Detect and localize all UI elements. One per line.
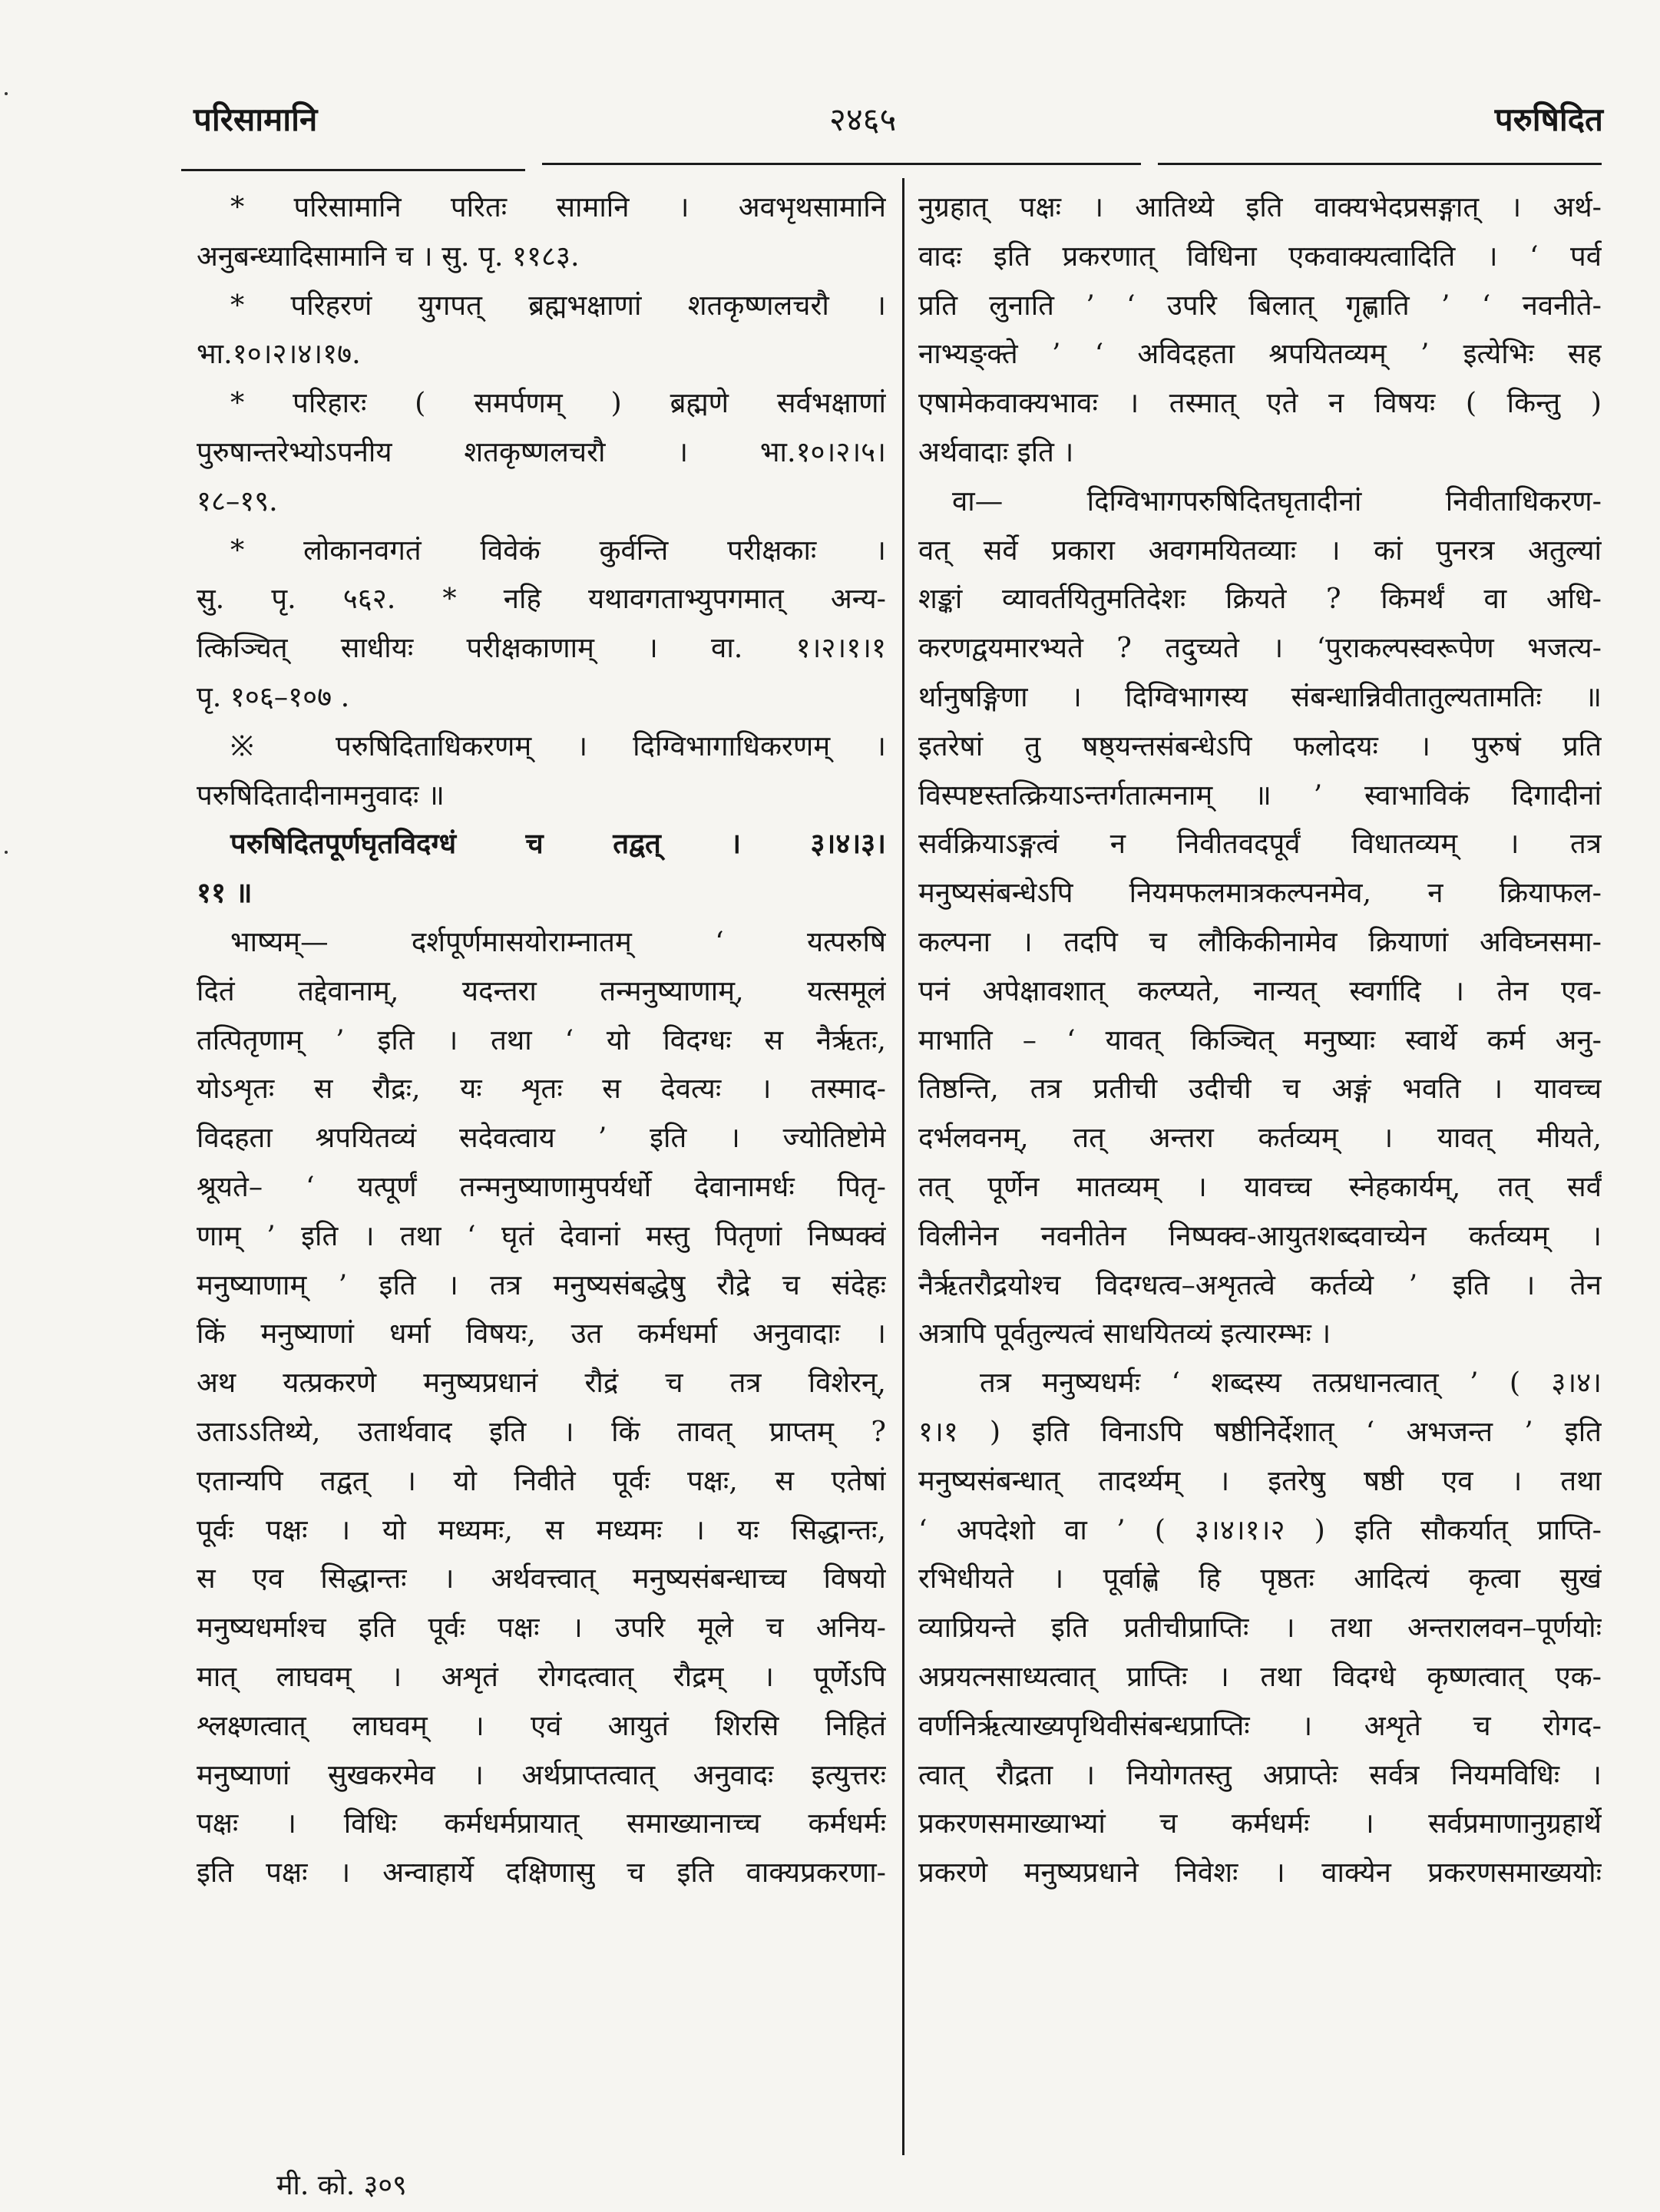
text-line: वादः इति प्रकरणात् विधिना एकवाक्यत्वादिति । ‘ पर्व	[918, 239, 1602, 273]
text-line: इतरेषां तु षष्ठ्यन्तसंबन्धेऽपि फलोदयः । पुरुषं प्रति	[918, 729, 1602, 762]
header-rule-left	[181, 169, 525, 171]
text-line: ※ परुषिदिताधिकरणम् । दिग्विभागाधिकरणम् ।	[230, 729, 886, 762]
page-number: २४६५	[829, 101, 897, 138]
header-rule-right	[1158, 163, 1602, 165]
text-line: विदहता श्रपयितव्यं सदेवत्वाय ’ इति । ज्योतिष्टोमे	[197, 1121, 886, 1155]
text-line: तत् पूर्णेन मातव्यम् । यावच्च स्नेहकार्यम्, तत् सर्वं	[918, 1169, 1602, 1203]
text-line: मात् लाघवम् । अशृतं रोगदत्वात् रौद्रम् । पूर्णेऽपि	[197, 1659, 886, 1693]
text-line: भाष्यम्— दर्शपूर्णमासयोराम्नातम् ‘ यत्परुषि	[230, 924, 886, 958]
text-line: वत् सर्वे प्रकारा अवगमयितव्याः । कां पुनरत्र अतुल्यां	[918, 533, 1602, 567]
margin-speck	[5, 851, 8, 854]
text-line: दितं तद्देवानाम्, यदन्तरा तन्मनुष्याणाम्, यत्समूलं	[197, 974, 886, 1007]
text-line: पनं अपेक्षावशात् कल्प्यते, नान्यत् स्वर्गादि । तेन एव-	[918, 974, 1602, 1007]
text-line: णाम् ’ इति । तथा ‘ घृतं देवानां मस्तु पितृणां निष्पक्वं	[197, 1218, 886, 1252]
text-line: त्किञ्चित् साधीयः परीक्षकाणाम् । वा. १।२।१।१	[197, 631, 886, 665]
text-line: मनुष्यसंबन्धात् तादर्थ्यम् । इतरेषु षष्ठी एव । तथा	[918, 1463, 1602, 1497]
text-line: विस्पष्टस्तत्क्रियाऽन्तर्गतात्मनाम् ॥ ’ स्वाभाविकं दिगादीनां	[918, 778, 1602, 812]
margin-speck	[5, 92, 8, 95]
text-line: ‘ अपदेशो वा ’ ( ३।४।१।२ ) इति सौकर्यात् प्राप्ति-	[918, 1513, 1602, 1546]
text-line: नुग्रहात् पक्षः । आतिथ्ये इति वाक्यभेदप्रसङ्गात् । अर्थ-	[918, 190, 1602, 223]
column-divider	[902, 178, 904, 2155]
text-line: किं मनुष्याणां धर्मा विषयः, उत कर्मधर्मा अनुवादाः ।	[197, 1317, 886, 1351]
text-line: वर्णनिर्ऋत्याख्यपृथिवीसंबन्धप्राप्तिः । अशृते च रोगद-	[918, 1708, 1602, 1742]
text-line: त्वात् रौद्रता । नियोगतस्तु अप्राप्तेः सर्वत्र नियमविधिः ।	[918, 1757, 1602, 1791]
text-line: * लोकानवगतं विवेकं कुर्वन्ति परीक्षकाः ।	[230, 533, 886, 567]
text-line: मनुष्याणाम् ’ इति । तत्र मनुष्यसंबद्धेषु रौद्रे च संदेहः	[197, 1268, 886, 1301]
text-line: १८–१९.	[197, 484, 278, 517]
text-line: अप्रयत्नसाध्यत्वात् प्राप्तिः । तथा विदग्धे कृष्णत्वात् एक-	[918, 1659, 1602, 1693]
text-line: प्रति लुनाति ’ ‘ उपरि बिलात् गृह्णाति ’ ‘ नवनीते-	[918, 288, 1602, 322]
text-line: र्थानुषङ्गिणा । दिग्विभागस्य संबन्धान्निवीतातुल्यतामतिः ॥	[918, 679, 1602, 713]
running-head-left: परिसामानि	[193, 101, 318, 138]
text-line: इति पक्षः । अन्वाहार्ये दक्षिणासु च इति वाक्यप्रकरणा-	[197, 1856, 886, 1890]
text-line: प्रकरणे मनुष्यप्रधाने निवेशः । वाक्येन प्रकरणसमाख्ययोः	[918, 1856, 1602, 1890]
text-line: नाभ्यङ्क्ते ’ ‘ अविदहता श्रपयितव्यम् ’ इत्येभिः सह	[918, 337, 1602, 371]
text-line: विलीनेन नवनीतेन निष्पक्व-आयुतशब्दवाच्येन कर्तव्यम् ।	[918, 1218, 1602, 1252]
text-line: भा.१०।२।४।१७.	[197, 337, 361, 371]
text-line: करणद्वयमारभ्यते ? तदुच्यते । ‘पुराकल्पस्वरूपेण भजत्य-	[918, 631, 1602, 665]
text-line: पुरुषान्तरेभ्योऽपनीय शतकृष्णलचरौ । भा.१०।२।५।	[197, 435, 886, 468]
text-line: अथ यत्प्रकरणे मनुष्यप्रधानं रौद्रं च तत्र विशेरन्,	[197, 1366, 886, 1400]
right-column	[918, 183, 1602, 1897]
text-line: अनुबन्ध्यादिसामानि च । सु. पृ. ११८३.	[197, 239, 580, 273]
text-line: कल्पना । तदपि च लौकिकीनामेव क्रियाणां अविघ्नसमा-	[918, 924, 1602, 958]
text-line: शङ्कां व्यावर्तयितुमतिदेशः क्रियते ? किमर्थं वा अधि-	[918, 582, 1602, 616]
text-line: परुषिदितपूर्णघृतविदग्धं च तद्वत् । ३।४।३।	[230, 827, 886, 861]
text-line: पूर्वः पक्षः । यो मध्यमः, स मध्यमः । यः सिद्धान्तः,	[197, 1513, 886, 1546]
text-line: माभाति – ‘ यावत् किञ्चित् मनुष्याः स्वार्थे कर्म अनु-	[918, 1023, 1602, 1056]
left-column	[197, 183, 886, 1897]
text-line: * परिसामानि परितः सामानि । अवभृथसामानि	[230, 190, 886, 223]
text-line: नैर्ऋतरौद्रयोश्च विदग्धत्व–अशृतत्वे कर्तव्ये ’ इति । तेन	[918, 1268, 1602, 1301]
text-line: स एव सिद्धान्तः । अर्थवत्त्वात् मनुष्यसंबन्धाच्च विषयो	[197, 1562, 886, 1595]
signature-mark: मी. को. ३०९	[276, 2170, 407, 2201]
text-line: प्रकरणसमाख्याभ्यां च कर्मधर्मः । सर्वप्रमाणानुग्रहार्थे	[918, 1807, 1602, 1840]
text-line: एषामेकवाक्यभावः । तस्मात् एते न विषयः ( किन्तु )	[918, 386, 1602, 420]
header-rule-center	[542, 163, 1141, 165]
text-line: श्रूयते– ‘ यत्पूर्णं तन्मनुष्याणामुपर्यर्धो देवानामर्धः पितृ-	[197, 1169, 886, 1203]
text-line: दर्भलवनम्, तत् अन्तरा कर्तव्यम् । यावत् मीयते,	[918, 1121, 1602, 1155]
running-head-right: परुषिदित	[1494, 101, 1603, 138]
text-line: १।१ ) इति विनाऽपि षष्ठीनिर्देशात् ‘ अभजन्त ’ इति	[918, 1414, 1602, 1448]
text-line: सर्वक्रियाऽङ्गत्वं न निवीतवदपूर्वं विधातव्यम् । तत्र	[918, 827, 1602, 861]
text-line: अत्रापि पूर्वतुल्यत्वं साधयितव्यं इत्यारम्भः ।	[918, 1317, 1331, 1351]
text-line: योऽशृतः स रौद्रः, यः शृतः स देवत्यः । तस्माद-	[197, 1072, 886, 1106]
text-line: * परिहरणं युगपत् ब्रह्मभक्षाणां शतकृष्णलचरौ ।	[230, 288, 886, 322]
text-line: वा— दिग्विभागपरुषिदितघृतादीनां निवीताधिकरण-	[952, 484, 1602, 517]
text-line: व्याप्रियन्ते इति प्रतीचीप्राप्तिः । तथा अन्तरालवन–पूर्णयोः	[918, 1611, 1602, 1645]
text-line: * परिहारः ( समर्पणम् ) ब्रह्मणे सर्वभक्षाणां	[230, 386, 886, 420]
text-line: मनुष्यधर्माश्च इति पूर्वः पक्षः । उपरि मूले च अनिय-	[197, 1611, 886, 1645]
text-line: पृ. १०६–१०७ .	[197, 679, 350, 713]
text-line: एतान्यपि तद्वत् । यो निवीते पूर्वः पक्षः, स एतेषां	[197, 1463, 886, 1497]
text-line: तत्र मनुष्यधर्मः ‘ शब्दस्य तत्प्रधानत्वात् ’ ( ३।४।	[980, 1366, 1602, 1400]
text-line: श्लक्ष्णत्वात् लाघवम् । एवं आयुतं शिरसि निहितं	[197, 1708, 886, 1742]
text-line: तिष्ठन्ति, तत्र प्रतीची उदीची च अङ्गं भवति । यावच्च	[918, 1072, 1602, 1106]
text-line: मनुष्यसंबन्धेऽपि नियमफलमात्रकल्पनमेव, न क्रियाफल-	[918, 876, 1602, 910]
text-line: ११ ॥	[197, 876, 253, 910]
text-line: मनुष्याणां सुखकरमेव । अर्थप्राप्तत्वात् अनुवादः इत्युत्तरः	[197, 1757, 886, 1791]
text-line: पक्षः । विधिः कर्मधर्मप्रायात् समाख्यानाच्च कर्मधर्मः	[197, 1807, 886, 1840]
text-line: उताऽऽतिथ्ये, उतार्थवाद इति । किं तावत् प्राप्तम् ?	[197, 1414, 886, 1448]
text-line: तत्पितृणाम् ’ इति । तथा ‘ यो विदग्धः स नैर्ऋतः,	[197, 1023, 886, 1056]
text-line: अर्थवादाः इति ।	[918, 435, 1074, 468]
text-line: सु. पृ. ५६२. * नहि यथावगताभ्युपगमात् अन्य-	[197, 582, 886, 616]
text-line: परुषिदितादीनामनुवादः ॥	[197, 778, 445, 812]
text-line: रभिधीयते । पूर्वाह्णे हि पृष्ठतः आदित्यं कृत्वा सुखं	[918, 1562, 1602, 1595]
